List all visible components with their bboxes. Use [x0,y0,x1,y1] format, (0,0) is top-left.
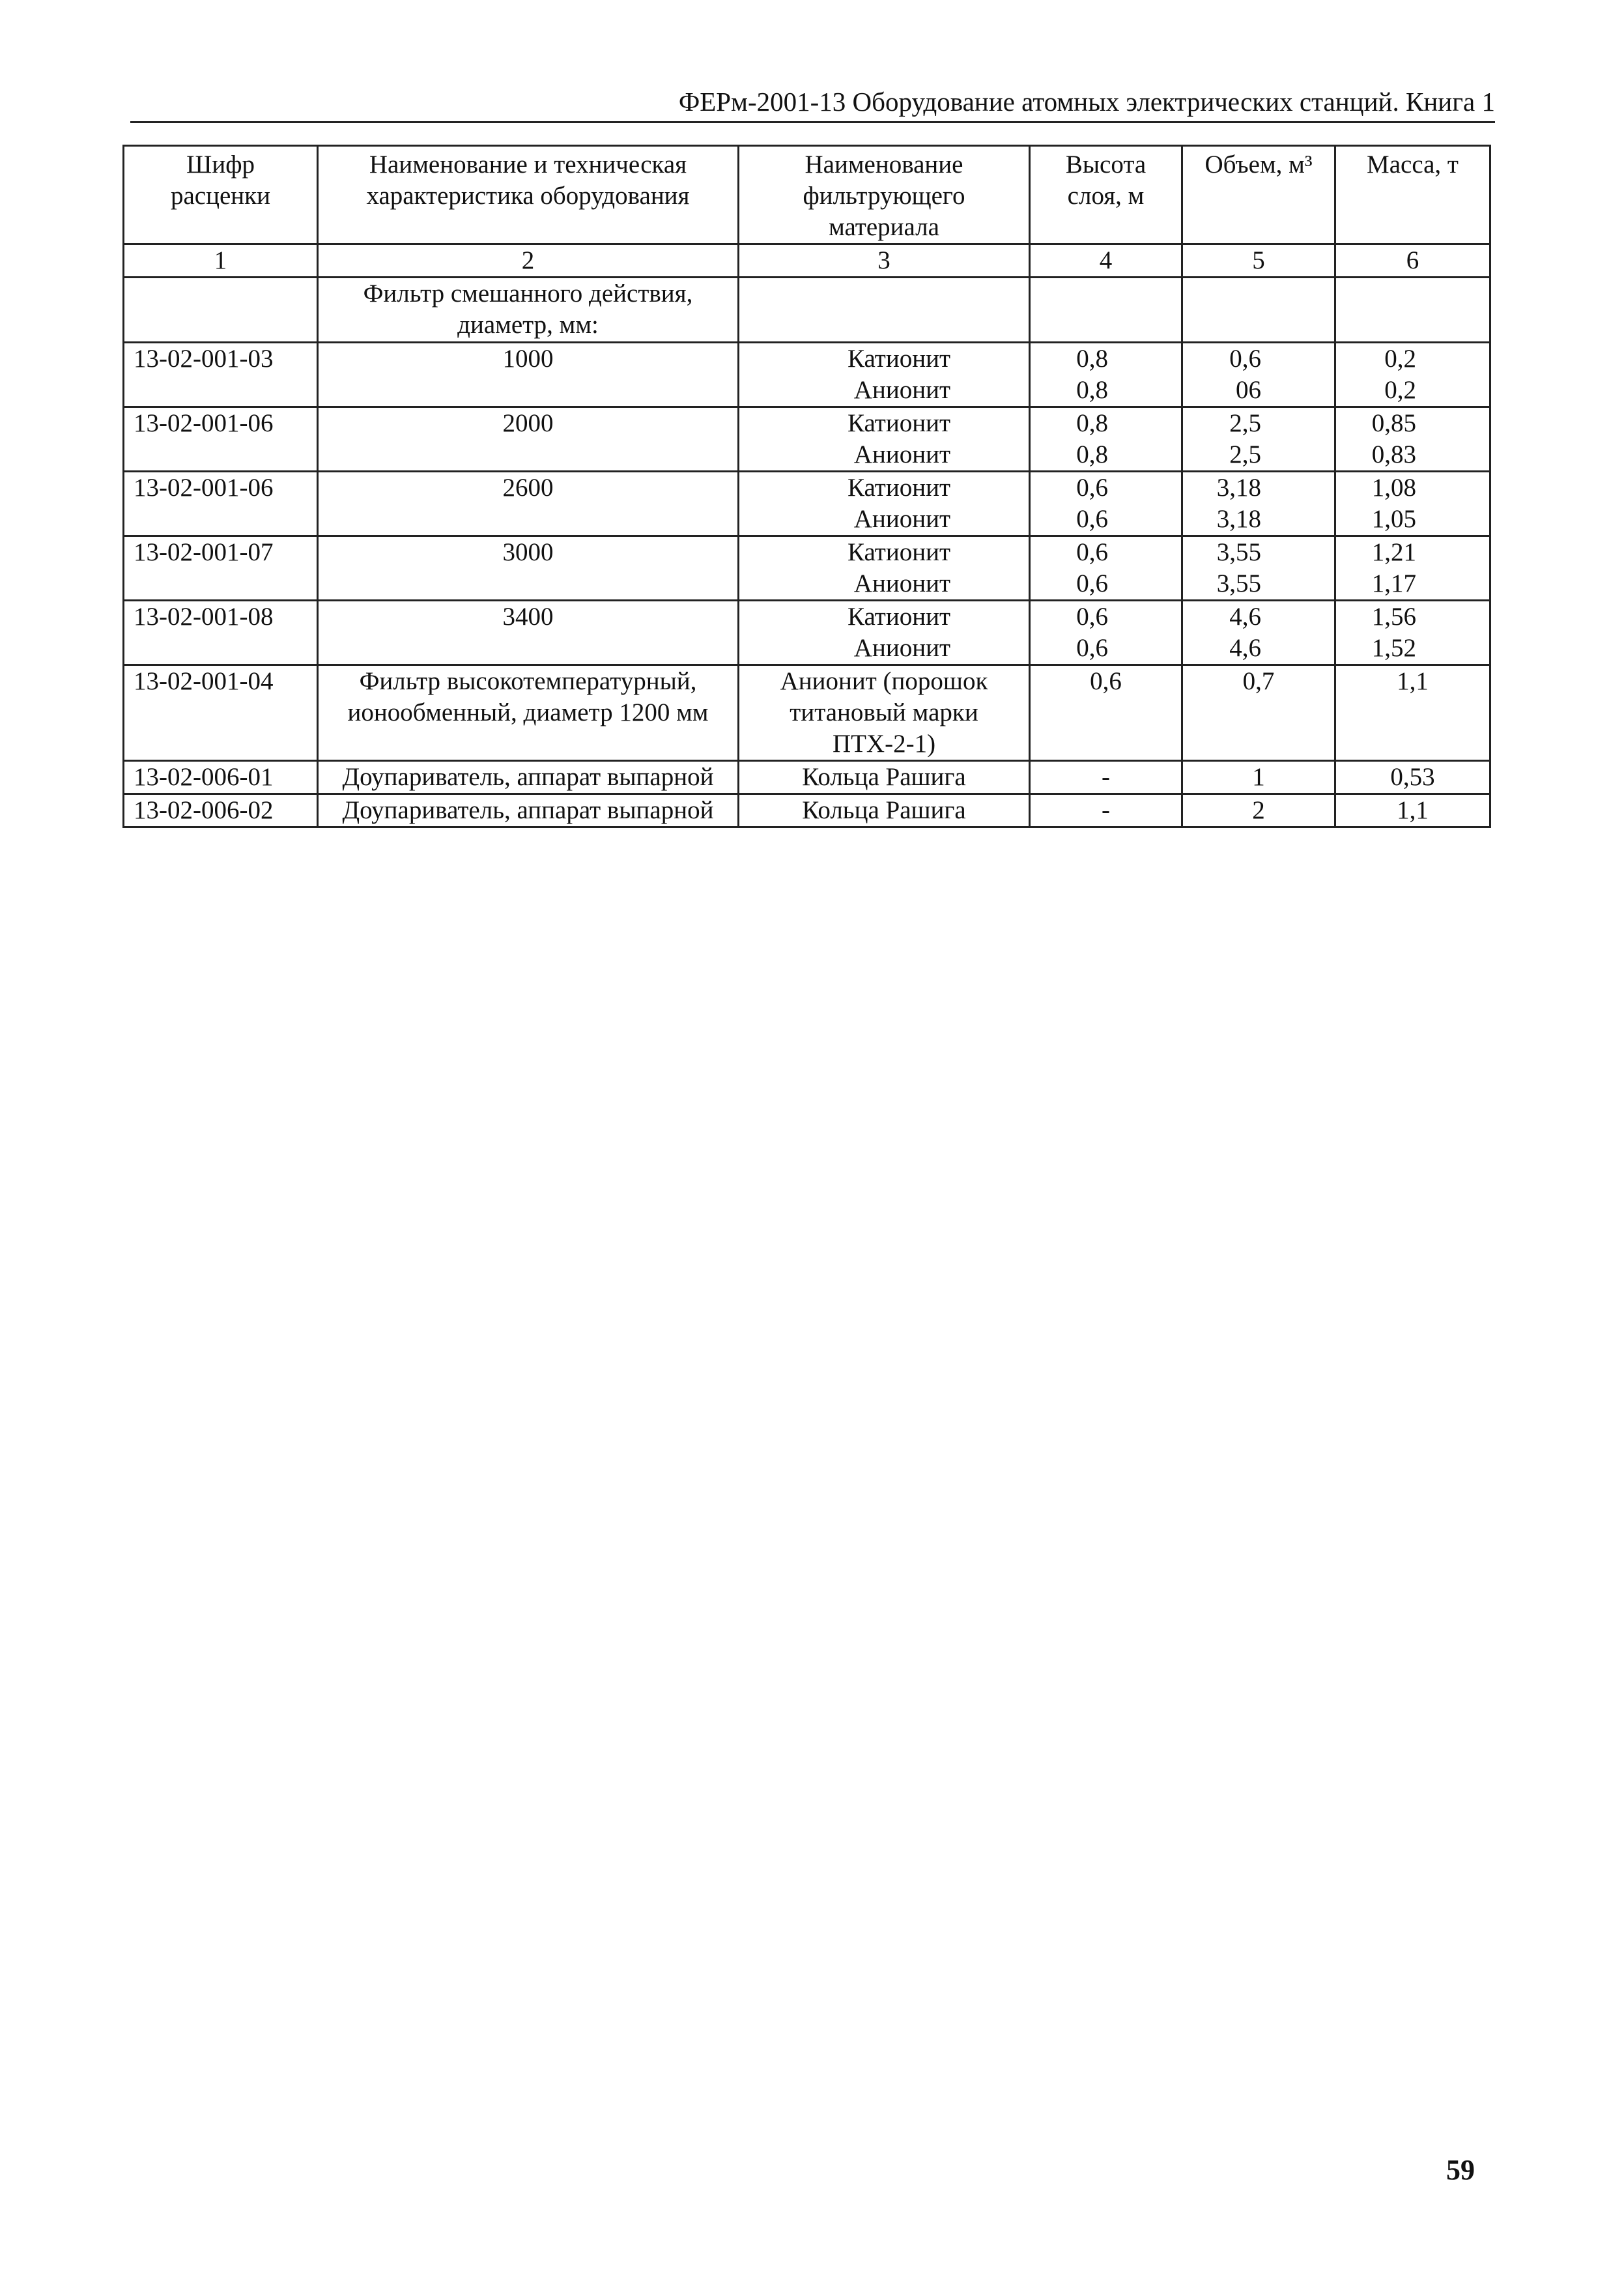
cell-volume [1182,794,1335,827]
column-header-volume: Объем, м³ [1182,146,1335,244]
cell-height-line: 0,8 [1076,440,1108,468]
cell-mass-line: 1,21 [1371,538,1416,566]
cell-name: Доупариватель, аппарат выпарной [318,761,739,794]
cell-height-line: 0,6 [1076,569,1108,597]
cell-code: 13-02-001-07 [124,536,318,601]
cell-material-line: Анионит [853,440,950,468]
cell-mass-line: 1,08 [1371,474,1416,502]
cell-name: 1000 [318,343,739,407]
cell-material-line: Анионит [853,634,950,662]
table-row [124,343,1490,407]
cell-material [739,794,1030,827]
column-header-height: Высота слоя, м [1030,146,1182,244]
cell-height-line: 0,6 [1076,474,1108,502]
column-header-mass: Масса, т [1335,146,1490,244]
cell-volume [1182,761,1335,794]
cell-code: 13-02-001-06 [124,472,318,536]
cell-name: 3400 [318,601,739,665]
cell-material [739,343,1030,407]
cell-height-line: 0,6 [1076,603,1108,631]
cell-mass [1335,343,1490,407]
cell-volume-line: 2,5 [1229,440,1261,468]
column-header-material: Наименование фильтрующего материала [739,146,1030,244]
cell-volume-line: 3,18 [1216,474,1261,502]
cell-code: 13-02-006-02 [124,794,318,827]
cell-mass-line: 0,85 [1371,409,1416,437]
cell-height-line: 0,8 [1076,409,1108,437]
table-body [124,278,1490,827]
cell-material-line: Катионит [848,409,950,437]
cell-code: 13-02-001-08 [124,601,318,665]
cell-material-line: Катионит [848,538,950,566]
cell-mass [1335,536,1490,601]
group-title-row [124,278,1490,343]
cell-mass [1335,665,1490,761]
page-number: 59 [1446,2154,1475,2186]
cell-mass-line: 0,2 [1384,376,1416,404]
cell-height-line: 0,6 [1076,505,1108,533]
cell-volume-line: 0,6 [1229,345,1261,373]
cell-height [1030,536,1182,601]
cell-mass-line: 1,1 [1397,667,1429,695]
cell-height-line: 0,6 [1090,667,1122,695]
cell-material [739,761,1030,794]
cell-material-line: Кольца Рашига [802,796,966,824]
cell-height [1030,665,1182,761]
cell-name: Доупариватель, аппарат выпарной [318,794,739,827]
cell-volume-line: 4,6 [1229,603,1261,631]
cell-height-line: - [1102,763,1110,791]
cell-volume-line: 3,55 [1216,538,1261,566]
cell-height-line: 0,8 [1076,345,1108,373]
cell-name: 2000 [318,407,739,472]
cell-height-line: - [1102,796,1110,824]
column-number-row [124,244,1490,278]
cell-code: 13-02-001-03 [124,343,318,407]
cell-volume-line: 3,18 [1216,505,1261,533]
cell-material-line: Кольца Рашига [802,763,966,791]
equipment-spec-table [122,145,1491,828]
cell-height-line: 0,6 [1076,634,1108,662]
cell-height [1030,761,1182,794]
cell-volume [1182,536,1335,601]
cell-material-line: Анионит [853,505,950,533]
group-title: Фильтр смешанного действия, диаметр, мм: [318,278,739,343]
cell-material [739,472,1030,536]
cell-mass [1335,794,1490,827]
cell-mass-line: 0,2 [1384,345,1416,373]
cell-volume [1182,665,1335,761]
cell-material [739,407,1030,472]
table-row [124,407,1490,472]
cell-volume-line: 06 [1236,376,1261,404]
cell-name: 2600 [318,472,739,536]
cell-mass-line: 1,1 [1397,796,1429,824]
table-row [124,472,1490,536]
cell-code: 13-02-006-01 [124,761,318,794]
cell-material-line: Анионит [853,569,950,597]
cell-mass-line: 0,53 [1390,763,1435,791]
cell-volume-line: 2 [1252,796,1265,824]
cell-material [739,665,1030,761]
cell-mass [1335,761,1490,794]
cell-volume-line: 1 [1252,763,1265,791]
table-row [124,665,1490,761]
column-number: 5 [1182,244,1335,278]
cell-volume-line: 4,6 [1229,634,1261,662]
column-header-code: Шифр расценки [124,146,318,244]
cell-height [1030,407,1182,472]
table-row [124,761,1490,794]
cell-height [1030,472,1182,536]
cell-height [1030,601,1182,665]
cell-material [739,601,1030,665]
column-number: 6 [1335,244,1490,278]
cell-height [1030,794,1182,827]
cell-code: 13-02-001-04 [124,665,318,761]
column-number: 1 [124,244,318,278]
table-row [124,536,1490,601]
cell-material [739,536,1030,601]
cell-height-line: 0,6 [1076,538,1108,566]
column-number: 2 [318,244,739,278]
cell-mass-line: 0,83 [1371,440,1416,468]
cell-mass-line: 1,52 [1371,634,1416,662]
cell-height [1030,343,1182,407]
cell-code: 13-02-001-06 [124,407,318,472]
cell-volume [1182,407,1335,472]
cell-mass-line: 1,05 [1371,505,1416,533]
cell-material-line: Анионит [853,376,950,404]
cell-volume-line: 3,55 [1216,569,1261,597]
cell-mass [1335,601,1490,665]
cell-volume-line: 2,5 [1229,409,1261,437]
cell-volume-line: 0,7 [1242,667,1275,695]
cell-volume [1182,472,1335,536]
column-header-name: Наименование и техническая характеристика оборудования [318,146,739,244]
column-number: 4 [1030,244,1182,278]
cell-mass [1335,472,1490,536]
table-header-row [124,146,1490,244]
cell-material-line: Анионит (порошок титановый марки ПТХ-2-1) [780,667,988,758]
table-row [124,601,1490,665]
cell-name: 3000 [318,536,739,601]
cell-volume [1182,601,1335,665]
cell-mass-line: 1,17 [1371,569,1416,597]
running-header: ФЕРм-2001-13 Оборудование атомных электрических станций. Книга 1 [130,86,1495,123]
table-row [124,794,1490,827]
cell-mass-line: 1,56 [1371,603,1416,631]
cell-material-line: Катионит [848,474,950,502]
cell-mass [1335,407,1490,472]
cell-name: Фильтр высокотемпературный, ионообменный, диаметр 1200 мм [318,665,739,761]
cell-height-line: 0,8 [1076,376,1108,404]
column-number: 3 [739,244,1030,278]
cell-volume [1182,343,1335,407]
cell-material-line: Катионит [848,345,950,373]
cell-material-line: Катионит [848,603,950,631]
